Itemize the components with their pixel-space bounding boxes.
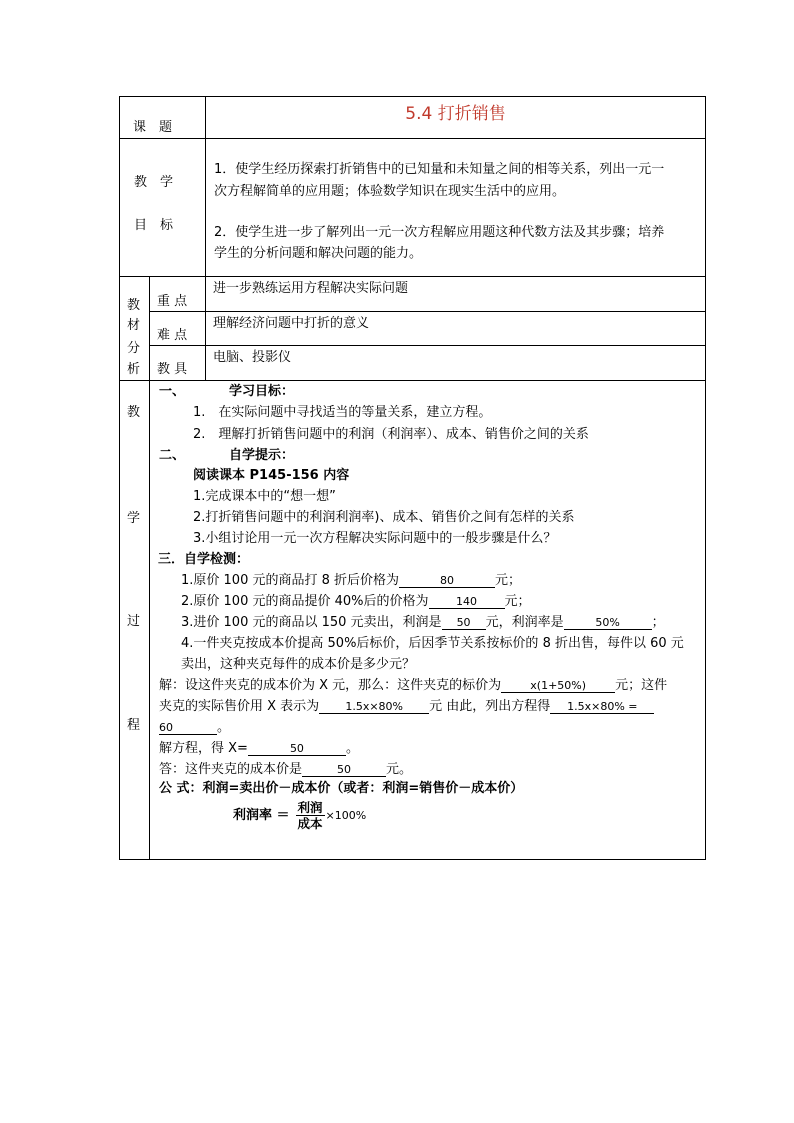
answer-blank: 60 [159, 722, 217, 735]
table-border-right [705, 96, 706, 860]
formula-line: 公 式：利润=卖出价－成本价（或者：利润=销售价－成本价） [159, 781, 524, 796]
question-4-line2: 卖出，这种夹克每件的成本价是多少元？ [181, 657, 416, 672]
table-row-divider [149, 311, 706, 312]
table-border-left [119, 96, 120, 860]
answer-blank: 80 [399, 575, 495, 588]
table-row-divider [119, 380, 706, 381]
hint-1: 1.完成课本中的“想一想” [193, 489, 336, 504]
profit-rate-fraction [296, 801, 325, 830]
key-point-label: 重 点 [157, 294, 188, 309]
tools-label: 教 具 [157, 362, 188, 377]
table-border-bottom [119, 859, 706, 860]
section-3-title: 三．自学检测： [158, 552, 250, 567]
solution-line1: 解：设这件夹克的成本价为 X 元，那么：这件夹克的标价为 x(1+50%) 元；这件 [159, 678, 668, 693]
subject-label: 课 题 [133, 120, 173, 135]
goal-1-line1: 1．使学生经历探索打折销售中的已知量和未知量之间的相等关系，列出一元一 [214, 162, 665, 177]
objective-2: 2. 理解打折销售问题中的利润（利润率）、成本、销售价之间的关系 [193, 427, 589, 442]
process-side-label: 程 [127, 718, 141, 733]
answer-blank: 1.5x×80% = [550, 701, 654, 714]
process-side-label: 过 [127, 614, 141, 629]
goals-label-line1: 教 学 [134, 175, 174, 190]
profit-rate-formula [233, 801, 366, 830]
difficulty-text: 理解经济问题中打折的意义 [213, 316, 370, 331]
solution-line3: 60 。 [159, 720, 231, 735]
analysis-side-label: 教 [127, 298, 141, 313]
objective-1: 1. 在实际问题中寻找适当的等量关系，建立方程。 [193, 405, 492, 420]
answer-blank: 50 [442, 617, 486, 630]
analysis-side-label: 析 [127, 362, 141, 377]
section-2-number: 二、 [159, 448, 186, 463]
goals-label-line2: 目 标 [134, 218, 174, 233]
table-row-divider [119, 138, 706, 139]
table-column-divider [205, 96, 206, 381]
table-column-divider [149, 276, 150, 860]
fraction-numerator: 利润 [297, 800, 323, 815]
answer-blank: 50 [248, 743, 346, 756]
section-2-title: 自学提示： [229, 448, 295, 463]
question-1: 1.原价 100 元的商品打 8 折后价格为 80 元； [181, 573, 522, 588]
process-side-label: 学 [127, 511, 141, 526]
answer-blank: 140 [429, 596, 505, 609]
table-row-divider [149, 345, 706, 346]
table-row-divider [119, 276, 706, 277]
difficulty-label: 难 点 [157, 328, 188, 343]
page-title: 5.4 打折销售 [405, 104, 506, 124]
answer-blank: x(1+50%) [501, 680, 615, 693]
hint-3: 3.小组讨论用一元一次方程解决实际问题中的一般步骤是什么？ [193, 531, 557, 546]
solve-line: 解方程，得 X= 50 。 [159, 741, 359, 756]
section-1-number: 一、 [159, 384, 186, 399]
table-border-top [119, 96, 706, 97]
hint-2: 2.打折销售问题中的利润利润率)、成本、销售价之间有怎样的关系 [193, 510, 575, 525]
goal-2-line2: 学生的分析问题和解决问题的能力。 [214, 246, 423, 261]
profit-rate-label: 利润率 ＝ [233, 808, 290, 824]
answer-blank: 50% [564, 617, 652, 630]
key-point-text: 进一步熟练运用方程解决实际问题 [213, 281, 409, 296]
tools-text: 电脑、投影仪 [213, 350, 292, 365]
analysis-side-label: 分 [127, 341, 141, 356]
answer-blank: 50 [302, 764, 386, 777]
section-1-title: 学习目标： [229, 384, 295, 399]
answer-line: 答：这件夹克的成本价是 50 元。 [159, 762, 413, 777]
goal-2-line1: 2．使学生进一步了解列出一元一次方程解应用题这种代数方法及其步骤；培养 [214, 225, 665, 240]
reading-assignment: 阅读课本 P145-156 内容 [193, 468, 350, 483]
solution-line2: 夹克的实际售价用 X 表示为 1.5x×80% 元 由此，列出方程得 1.5x×80% = [159, 700, 654, 714]
question-4-line1: 4.一件夹克按成本价提高 50%后标价，后因季节关系按标价的 8 折出售，每件以 60 元 [181, 636, 684, 651]
answer-blank: 1.5x×80% [319, 701, 429, 714]
process-side-label: 教 [127, 405, 141, 420]
question-3: 3.进价 100 元的商品以 150 元卖出，利润是 50 元，利润率是 50% ； [181, 615, 665, 630]
fraction-denominator: 成本 [297, 816, 323, 832]
profit-rate-multiplier: ×100% [325, 809, 367, 823]
question-2: 2.原价 100 元的商品提价 40%后的价格为 140 元； [181, 594, 531, 609]
goal-1-line2: 次方程解简单的应用题；体验数学知识在现实生活中的应用。 [214, 184, 566, 199]
analysis-side-label: 材 [127, 318, 141, 333]
